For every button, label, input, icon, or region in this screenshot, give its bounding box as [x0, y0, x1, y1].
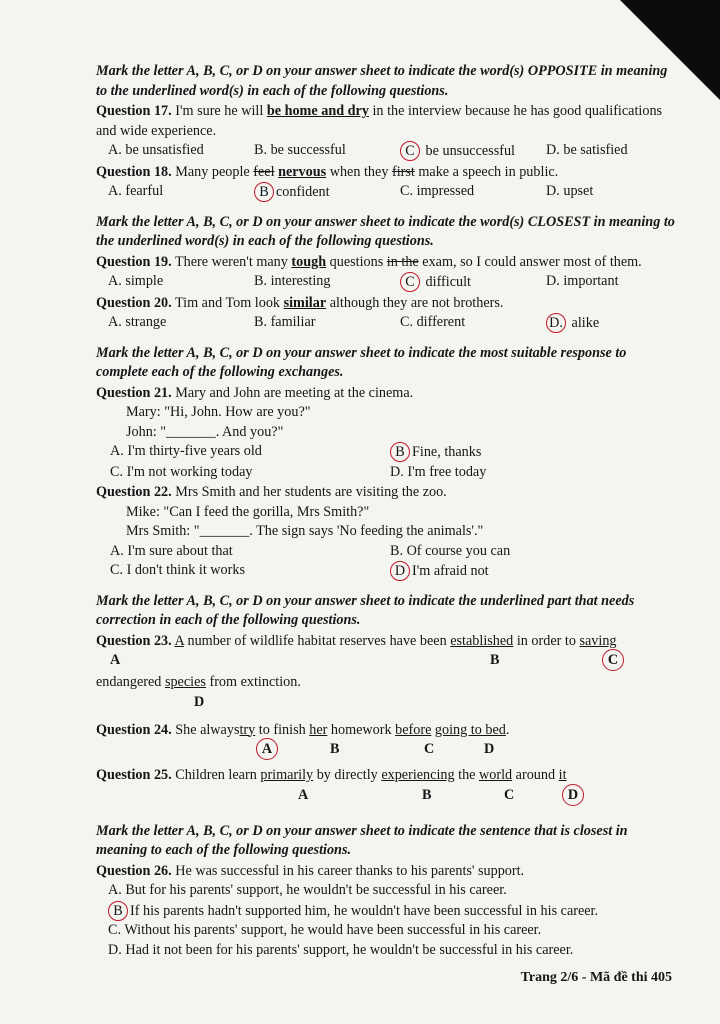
question-23: Question 23. A number of wildlife habitat reserves have been established in order to saving [96, 632, 617, 649]
answer-circle: B [390, 442, 410, 462]
marks-25 [96, 786, 678, 808]
question-18: Question 18. Many people feel nervous when they first make a speech in public. [96, 163, 559, 180]
option-a[interactable]: A. simple [108, 273, 164, 289]
option-b[interactable]: B. Of course you can [390, 542, 511, 559]
option-b-circled[interactable]: B Fine, thanks [390, 442, 670, 463]
options-20 [96, 313, 678, 334]
answer-circle: B [108, 901, 128, 921]
instruction-opposite: Mark the letter A, B, C, or D on your answer sheet to indicate the word(s) OPPOSITE in meaning to the underlined word(s) in each of the following questions. [96, 63, 668, 99]
option-c-circled[interactable]: C difficult [400, 272, 546, 293]
answer-circle: D [390, 561, 410, 581]
dialogue-line: Mike: "Can I feed the gorilla, Mrs Smith?" [126, 503, 370, 520]
option-d[interactable]: D. upset [546, 183, 594, 199]
marks-24 [96, 740, 678, 762]
option-c[interactable]: C. different [400, 314, 466, 330]
mark-d[interactable]: D [484, 741, 495, 757]
mark-c[interactable]: C [504, 786, 515, 803]
question-20: Question 20. Tim and Tom look similar although they are not brothers. [96, 294, 504, 311]
option-d-circled[interactable]: D. alike [546, 313, 686, 334]
option-d[interactable]: D. Had it not been for his parents' support, he wouldn't be successful in his career. [108, 941, 574, 958]
underlined-phrase: tough [291, 253, 327, 270]
underlined-phrase: be home and dry [266, 103, 369, 119]
mark-b[interactable]: B [490, 652, 500, 668]
answer-circle: C [400, 141, 420, 161]
mark-c[interactable]: C [424, 741, 435, 757]
mark-d[interactable]: D [194, 693, 205, 710]
marks-23-line1 [96, 651, 678, 673]
option-a[interactable]: A. I'm thirty-five years old [110, 443, 262, 459]
mark-b[interactable]: B [422, 786, 432, 803]
options-26 [96, 881, 678, 960]
question-21: Question 21. Mary and John are meeting at the cinema. [96, 384, 414, 401]
dialogue-line: Mrs Smith: "_______. The sign says 'No feeding the animals'." [126, 523, 484, 539]
dialogue-line: Mary: "Hi, John. How are you?" [126, 404, 311, 420]
option-d[interactable]: D. important [546, 273, 619, 289]
option-a[interactable]: A. be unsatisfied [108, 142, 204, 158]
underlined-phrase: similar [283, 294, 327, 311]
instruction-correction: Mark the letter A, B, C, or D on your answer sheet to indicate the underlined part that needs correction in each of the following questions. [96, 592, 635, 628]
dialogue-line: John: "_______. And you?" [126, 423, 284, 440]
option-a[interactable]: A. strange [108, 314, 167, 330]
option-d[interactable]: D. I'm free today [390, 463, 487, 480]
options-22 [96, 542, 678, 582]
question-22: Question 22. Mrs Smith and her students are visiting the zoo. [96, 484, 447, 500]
instruction-sentence: Mark the letter A, B, C, or D on your answer sheet to indicate the sentence that is closest in meaning to each of the following questions. [96, 822, 628, 858]
answer-circle: D. [546, 313, 566, 333]
page-footer: Trang 2/6 - Mã đề thi 405 [520, 970, 672, 985]
option-b-circled[interactable]: B confident [254, 182, 400, 203]
question-24: Question 24. She alwaystry to finish her homework before going to bed. [96, 721, 510, 738]
mark-c-circled[interactable]: C [602, 649, 624, 671]
options-21 [96, 442, 678, 482]
question-19: Question 19. There weren't many tough questions in the exam, so I could answer most of them. [96, 253, 642, 270]
instruction-closest: Mark the letter A, B, C, or D on your answer sheet to indicate the word(s) CLOSEST in meaning to the underlined word(s) in each of the following questions. [96, 213, 675, 249]
options-17 [96, 141, 678, 162]
question-23-line2: endangered species from extinction. [96, 674, 301, 690]
option-d-circled[interactable]: D I'm afraid not [390, 561, 670, 582]
option-c[interactable]: C. I'm not working today [110, 463, 253, 480]
question-26: Question 26. He was successful in his career thanks to his parents' support. [96, 862, 525, 879]
option-a[interactable]: A. fearful [108, 183, 164, 199]
option-a[interactable]: A. I'm sure about that [110, 542, 233, 559]
marks-23-line2 [96, 693, 678, 715]
instruction-response: Mark the letter A, B, C, or D on your answer sheet to indicate the most suitable response to complete each of the following exchanges. [96, 344, 627, 380]
answer-circle: B [254, 182, 274, 202]
options-19 [96, 272, 678, 293]
mark-a-circled[interactable]: A [256, 738, 278, 760]
mark-b[interactable]: B [330, 741, 340, 757]
question-17: Question 17. I'm sure he will be home and dry in the interview because he has good qualifications and wide experience. [96, 103, 663, 139]
option-a[interactable]: A. But for his parents' support, he wouldn't be successful in his career. [108, 882, 507, 898]
option-c[interactable]: C. Without his parents' support, he would have been successful in his career. [108, 922, 542, 938]
options-18 [96, 182, 678, 203]
option-b[interactable]: B. familiar [254, 314, 316, 330]
option-d[interactable]: D. be satisfied [546, 142, 628, 158]
option-c[interactable]: C. impressed [400, 183, 475, 199]
mark-a[interactable]: A [110, 652, 121, 668]
mark-d-circled[interactable]: D [562, 784, 584, 806]
question-number: Question 17. [96, 103, 172, 119]
exam-page [96, 62, 678, 960]
option-b-circled[interactable]: B If his parents hadn't supported him, he wouldn't have been successful in his career. [108, 901, 678, 922]
option-c[interactable]: C. I don't think it works [110, 562, 245, 578]
option-b[interactable]: B. be successful [254, 142, 346, 158]
answer-circle: C [400, 272, 420, 292]
question-25: Question 25. Children learn primarily by directly experiencing the world around it [96, 767, 567, 783]
underlined-phrase: nervous [278, 163, 327, 180]
mark-a[interactable]: A [298, 786, 309, 803]
option-c-circled[interactable]: C be unsuccessful [400, 141, 546, 162]
option-b[interactable]: B. interesting [254, 273, 331, 289]
